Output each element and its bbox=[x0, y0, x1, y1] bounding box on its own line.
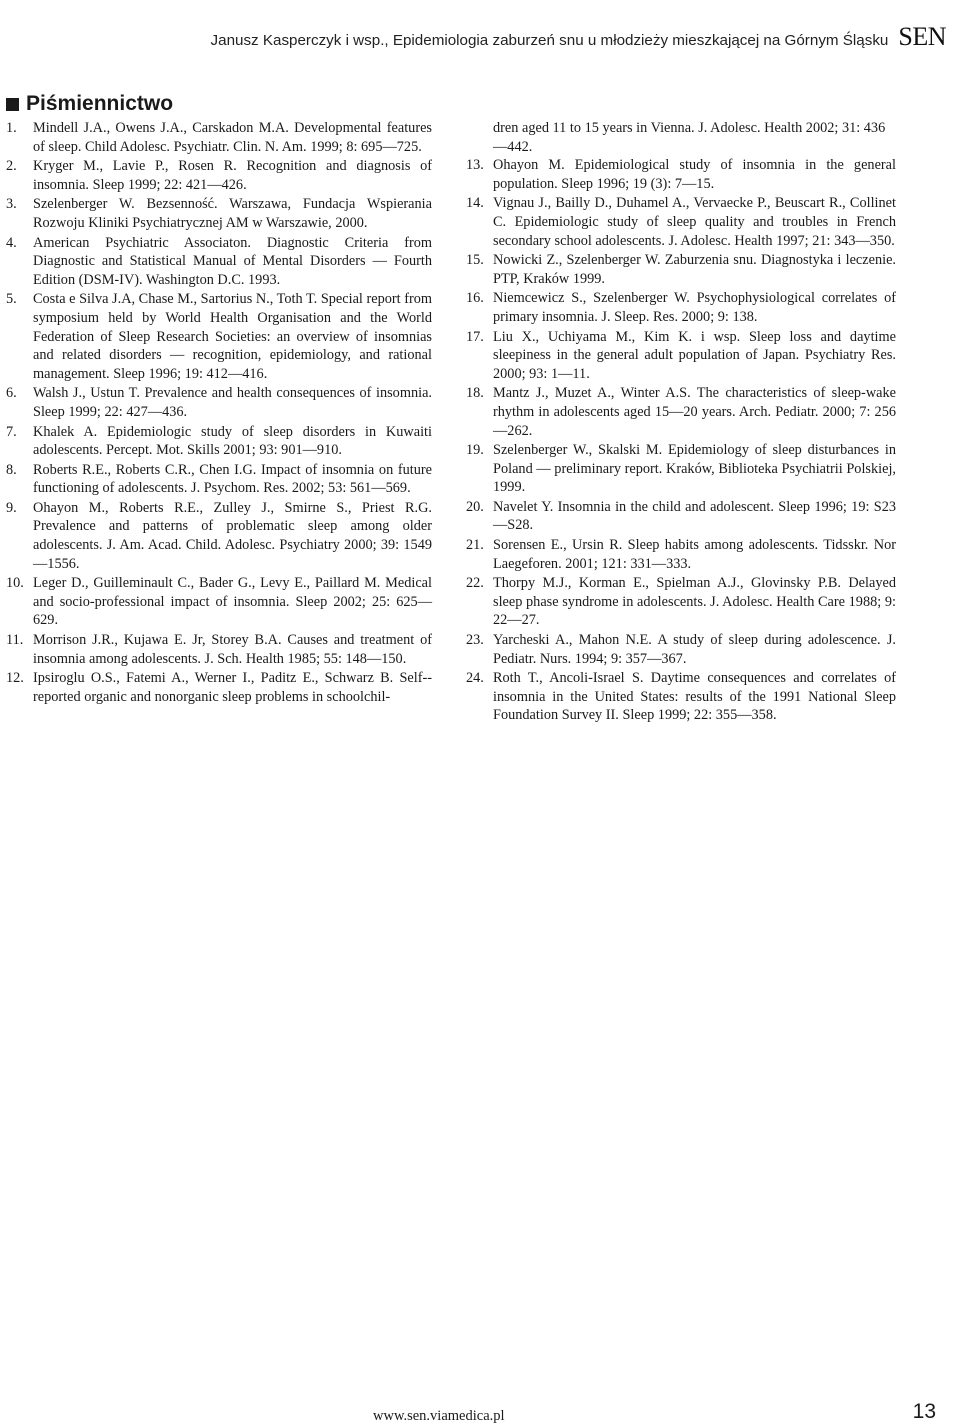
reference-item bbox=[466, 441, 896, 497]
reference-item bbox=[6, 669, 432, 706]
reference-text: Kryger M., Lavie P., Rosen R. Recognition and diagnosis of insomnia. Sleep 1999; 22: 421—426. bbox=[33, 158, 432, 193]
reference-text: Mantz J., Muzet A., Winter A.S. The characteristics of sleep-wake rhythm in adolescents aged 15—20 years. Arch. Pediatr. 2000; 7: 256—262. bbox=[493, 385, 896, 439]
reference-item bbox=[466, 289, 896, 326]
reference-item bbox=[6, 574, 432, 630]
reference-item bbox=[466, 498, 896, 535]
reference-item bbox=[6, 157, 432, 194]
reference-text: Ipsiroglu O.S., Fatemi A., Werner I., Paditz E., Schwarz B. Self--reported organic and nonorganic sleep problems in schoolchil- bbox=[33, 670, 432, 705]
reference-text: Niemcewicz S., Szelenberger W. Psychophysiological correlates of primary insomnia. J. Sleep. Res. 2000; 9: 138. bbox=[493, 290, 896, 325]
reference-number: 22. bbox=[466, 575, 484, 592]
reference-text: Ohayon M., Roberts R.E., Zulley J., Smirne S., Priest R.G. Prevalence and patterns of problematic sleep among older adolescents. J. Am. Acad. Child. Adolesc. Psychiatry 2000; 39: 1549—1556. bbox=[33, 499, 432, 572]
reference-item bbox=[466, 194, 896, 250]
reference-number: 13. bbox=[466, 157, 484, 174]
reference-number: 14. bbox=[466, 195, 484, 212]
reference-item bbox=[6, 384, 432, 421]
running-header bbox=[211, 22, 946, 52]
footer-url: www.sen.viamedica.pl bbox=[373, 1408, 505, 1424]
reference-item bbox=[466, 669, 896, 725]
reference-number: 3. bbox=[6, 196, 17, 213]
reference-number: 15. bbox=[466, 252, 484, 269]
references-right-column bbox=[466, 119, 896, 726]
reference-item bbox=[6, 195, 432, 232]
reference-text: Ohayon M. Epidemiological study of insomnia in the general population. Sleep 1996; 19 (3): 7—15. bbox=[493, 157, 896, 192]
reference-text: Roberts R.E., Roberts C.R., Chen I.G. Impact of insomnia on future functioning of adolescents. J. Psychom. Res. 2002; 53: 561—569. bbox=[33, 461, 432, 497]
reference-number: 5. bbox=[6, 291, 17, 308]
reference-text: Sorensen E., Ursin R. Sleep habits among adolescents. Tidsskr. Nor Laegeforen. 2001; 121: 331—333. bbox=[493, 537, 896, 572]
reference-text: Leger D., Guilleminault C., Bader G., Levy E., Paillard M. Medical and socio-professional impact of insomnia. Sleep 2002; 25: 625—629. bbox=[33, 575, 432, 629]
reference-item bbox=[466, 156, 896, 193]
reference-number: 12. bbox=[6, 670, 24, 687]
reference-number: 7. bbox=[6, 423, 17, 440]
reference-text: American Psychiatric Associaton. Diagnostic Criteria from Diagnostic and Statistical Manual of Mental Disorders — Fourth Edition (DSM-IV). Washington D.C. 1993. bbox=[33, 234, 432, 288]
references-heading bbox=[6, 92, 173, 116]
reference-number: 16. bbox=[466, 290, 484, 307]
reference-number: 6. bbox=[6, 385, 17, 402]
running-title: Janusz Kasperczyk i wsp., Epidemiologia zaburzeń snu u młodzieży mieszkającej na Górnym Śląsku bbox=[210, 32, 889, 49]
page-number: 13 bbox=[912, 1400, 936, 1423]
reference-item bbox=[6, 423, 432, 460]
reference-item bbox=[466, 328, 896, 384]
references-left-column bbox=[6, 119, 432, 707]
reference-number: 11. bbox=[6, 632, 24, 649]
reference-number: 10. bbox=[6, 575, 24, 592]
reference-number: 19. bbox=[466, 442, 484, 459]
reference-text: Mindell J.A., Owens J.A., Carskadon M.A. Developmental features of sleep. Child Adolesc. Psychiatr. Clin. N. Am. 1999; 8: 695—725. bbox=[33, 120, 432, 155]
reference-item bbox=[6, 499, 432, 573]
reference-text: Yarcheski A., Mahon N.E. A study of sleep during adolescence. J. Pediatr. Nurs. 1994; 9: 357—367. bbox=[493, 632, 896, 667]
reference-item bbox=[6, 290, 432, 383]
section-title: Piśmiennictwo bbox=[26, 92, 174, 115]
reference-number: 21. bbox=[466, 537, 484, 554]
square-bullet-icon bbox=[6, 98, 19, 111]
reference-number: 24. bbox=[466, 670, 484, 687]
reference-number: 20. bbox=[466, 498, 484, 515]
reference-item bbox=[6, 631, 432, 668]
reference-item bbox=[466, 631, 896, 668]
reference-text: Liu X., Uchiyama M., Kim K. i wsp. Sleep loss and daytime sleepiness in the general adult population of Japan. Psychiatry Res. 2000; 93: 1—11. bbox=[493, 328, 896, 382]
reference-text: Nowicki Z., Szelenberger W. Zaburzenia snu. Diagnostyka i leczenie. PTP, Kraków 1999. bbox=[493, 252, 896, 287]
reference-continuation: dren aged 11 to 15 years in Vienna. J. Adolesc. Health 2002; 31: 436—442. bbox=[493, 120, 886, 155]
reference-number: 1. bbox=[6, 120, 17, 136]
reference-item bbox=[6, 461, 432, 498]
reference-number: 4. bbox=[6, 234, 17, 251]
reference-text: Khalek A. Epidemiologic study of sleep disorders in Kuwaiti adolescents. Percept. Mot. Skills 2001; 93: 901—910. bbox=[33, 423, 432, 459]
reference-text: Costa e Silva J.A, Chase M., Sartorius N., Toth T. Special report from symposium held by World Health Organisation and the World Federation of Sleep Research Societies: an overview of insomnias and related disorders — recognition, epidemiology, and rational management. Sleep 1996; 19: 412—416. bbox=[33, 291, 432, 382]
reference-number: 23. bbox=[466, 632, 484, 649]
reference-number: 18. bbox=[466, 385, 484, 402]
reference-number: 2. bbox=[6, 158, 17, 175]
reference-text: Walsh J., Ustun T. Prevalence and health consequences of insomnia. Sleep 1999; 22: 427—436. bbox=[33, 385, 432, 420]
reference-text: Morrison J.R., Kujawa E. Jr, Storey B.A. Causes and treatment of insomnia among adolescents. J. Sch. Health 1985; 55: 148—150. bbox=[33, 632, 432, 667]
journal-logo: SEN bbox=[898, 22, 946, 51]
reference-item bbox=[6, 119, 432, 156]
reference-item bbox=[466, 384, 896, 440]
reference-number: 8. bbox=[6, 461, 17, 478]
reference-number: 9. bbox=[6, 499, 17, 516]
reference-text: Vignau J., Bailly D., Duhamel A., Vervaecke P., Beuscart R., Collinet C. Epidemiologic study of sleep quality and troubles in French secondary school adolescents. J. Adolesc. Health 1997; 21: 343—350. bbox=[493, 195, 896, 249]
reference-text: Szelenberger W., Skalski M. Epidemiology of sleep disturbances in Poland — preliminary report. Kraków, Biblioteka Psychiatrii Polskiej, 1999. bbox=[493, 442, 896, 496]
reference-item bbox=[466, 251, 896, 288]
reference-text: Thorpy M.J., Korman E., Spielman A.J., Glovinsky P.B. Delayed sleep phase syndrome in adolescents. J. Adolesc. Health Care 1988; 9: 22—27. bbox=[493, 575, 896, 629]
reference-number: 17. bbox=[466, 328, 484, 345]
reference-item bbox=[466, 574, 896, 630]
reference-item bbox=[466, 536, 896, 573]
reference-text: Szelenberger W. Bezsenność. Warszawa, Fundacja Wspierania Rozwoju Kliniki Psychiatrycznej AM w Warszawie, 2000. bbox=[33, 196, 432, 231]
reference-item bbox=[6, 234, 432, 290]
reference-text: Roth T., Ancoli-Israel S. Daytime consequences and correlates of insomnia in the United States: results of the 1991 National Sleep Foundation Survey II. Sleep 1999; 22: 355—358. bbox=[493, 670, 896, 724]
reference-text: Navelet Y. Insomnia in the child and adolescent. Sleep 1996; 19: S23—S28. bbox=[493, 498, 896, 534]
